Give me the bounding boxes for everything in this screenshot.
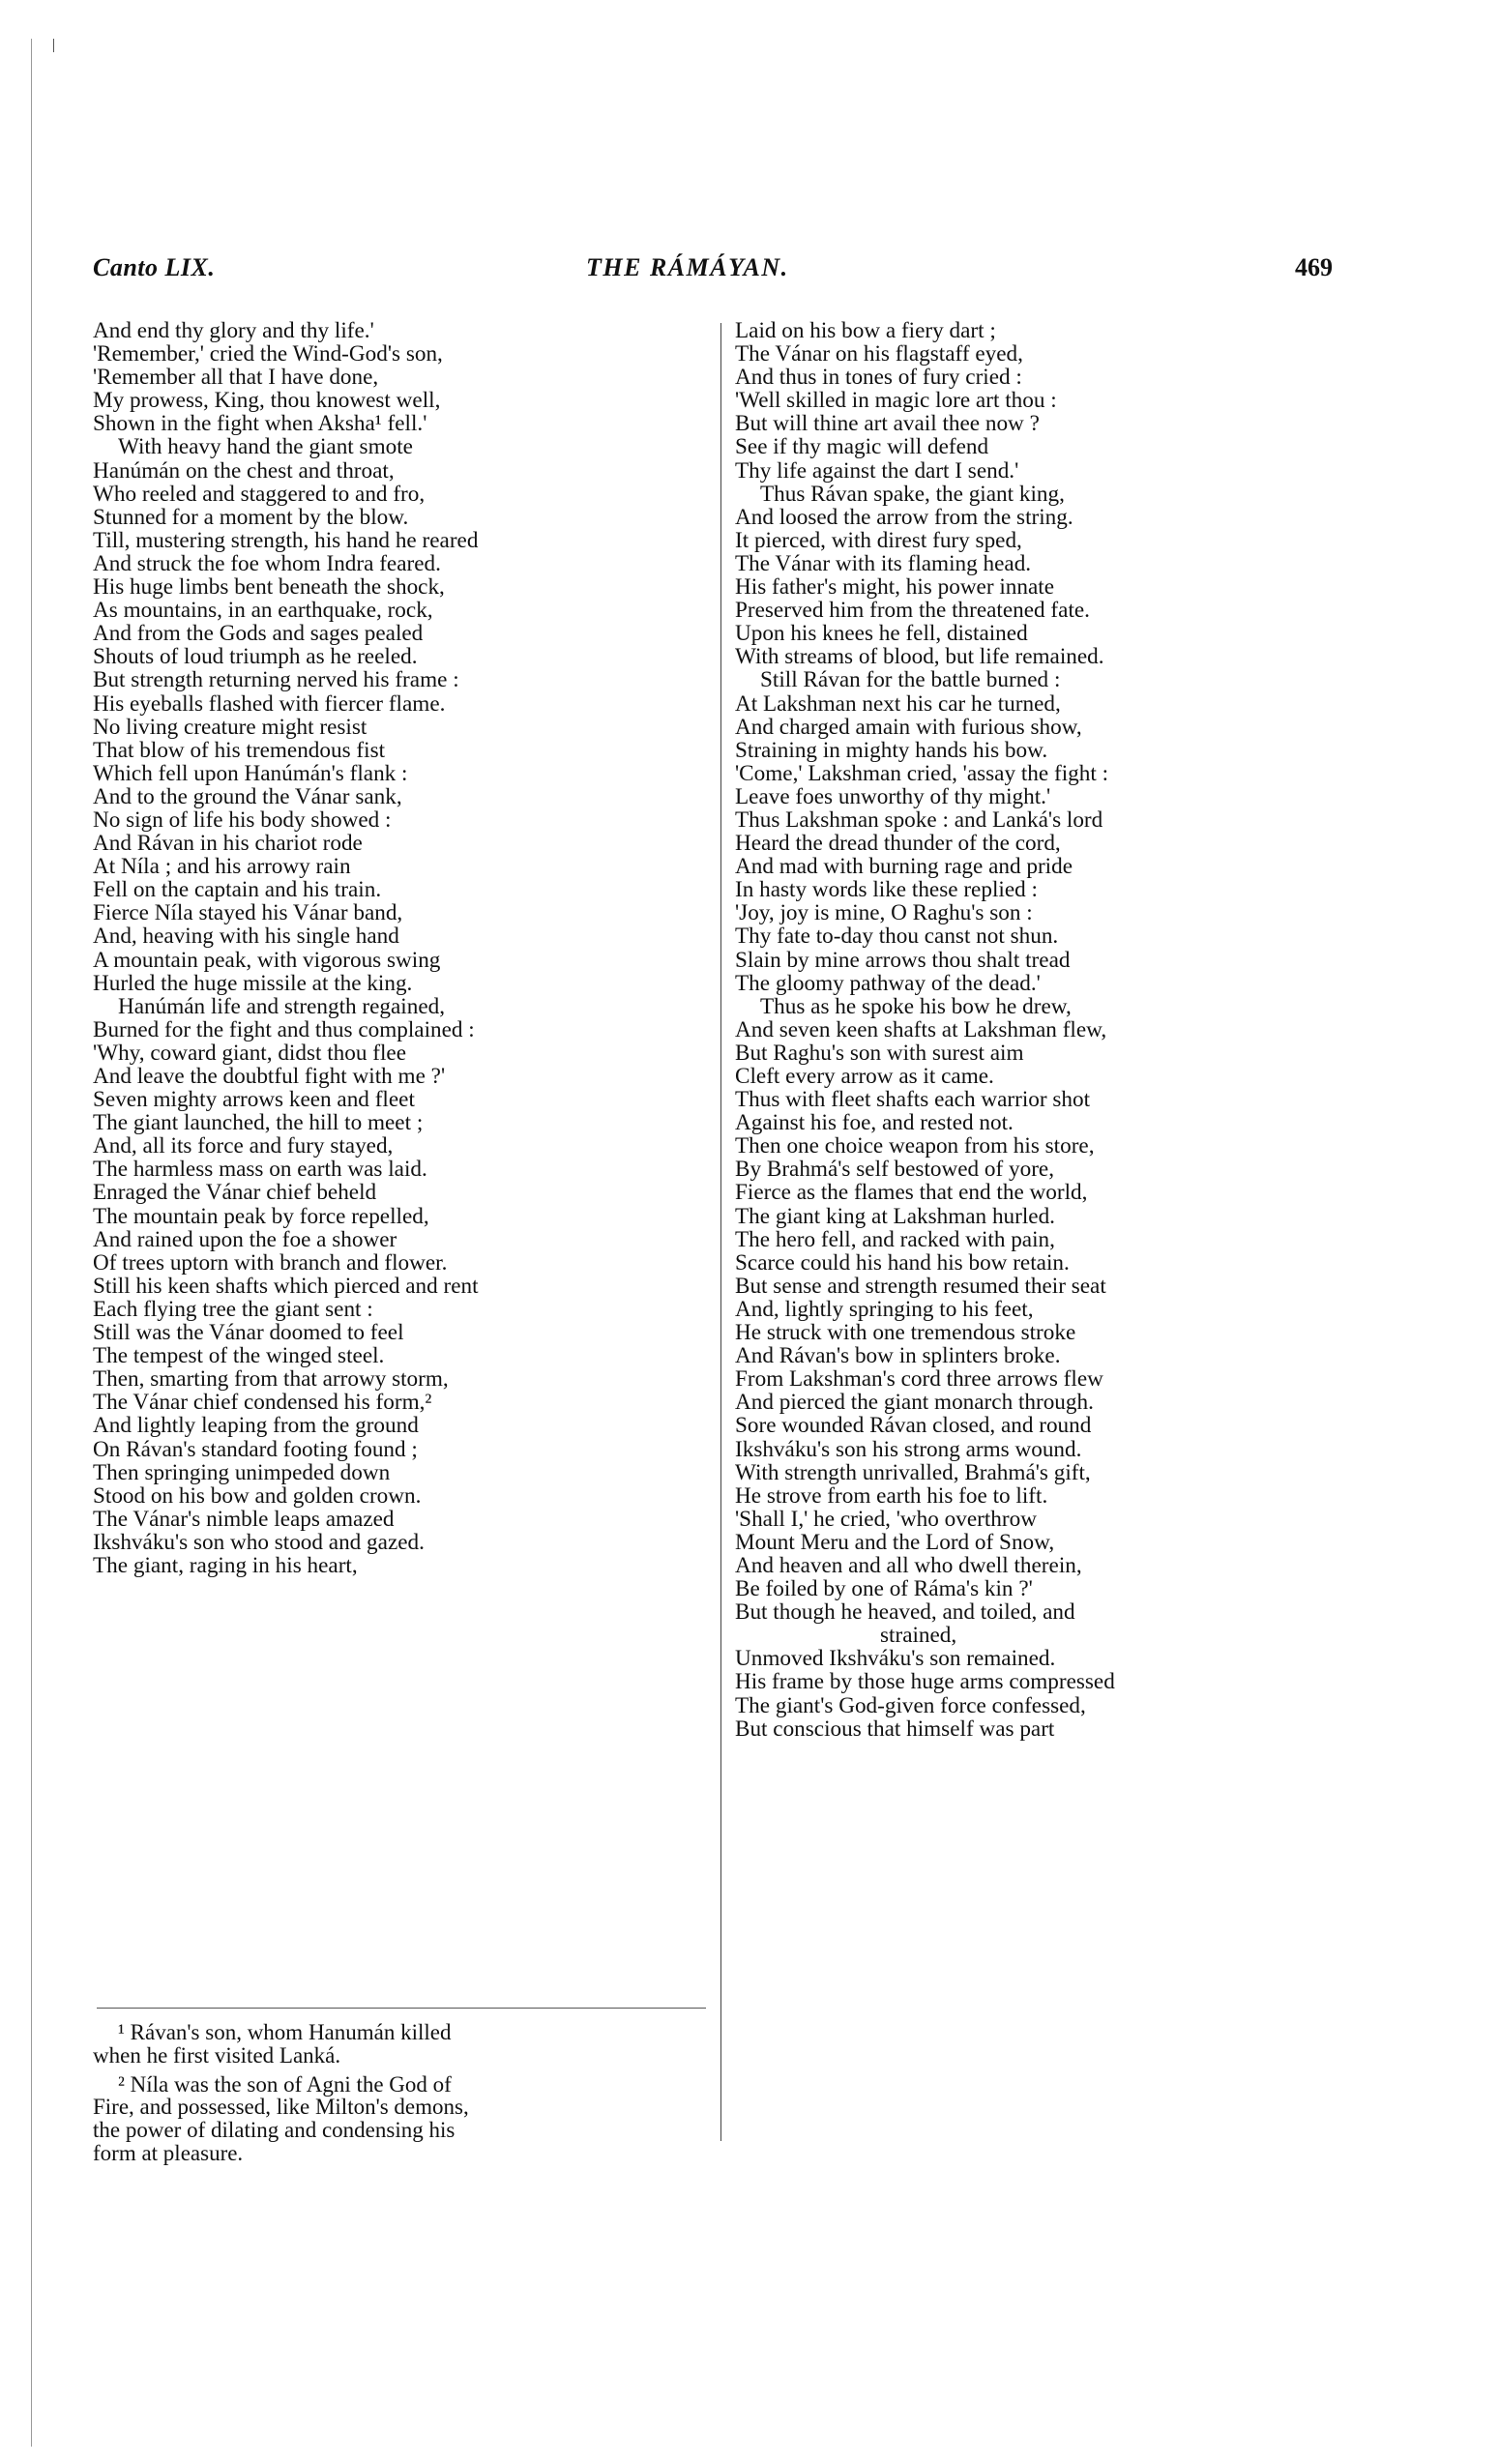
footnote-line: the power of dilating and condensing his — [93, 2118, 456, 2143]
verse-line: No sign of life his body showed : — [93, 807, 392, 833]
verse-line: He strove from earth his foe to lift. — [735, 1482, 1048, 1509]
verse-line: 'Come,' Lakshman cried, 'assay the fight : — [735, 760, 1109, 786]
verse-line: Then, smarting from that arrowy storm, — [93, 1366, 449, 1393]
page-number: 469 — [1295, 253, 1333, 281]
verse-line: Ikshváku's son his strong arms wound. — [735, 1436, 1082, 1462]
verse-line: 'Remember,' cried the Wind-God's son, — [93, 341, 443, 367]
verse-line: The giant launched, the hill to meet ; — [93, 1110, 424, 1136]
verse-line: And lightly leaping from the ground — [93, 1413, 419, 1439]
verse-line: A mountain peak, with vigorous swing — [93, 947, 441, 973]
verse-line: And from the Gods and sages pealed — [93, 621, 424, 647]
footnote — [93, 2021, 712, 2068]
footnote-line: ² Níla was the son of Agni the God of — [118, 2071, 452, 2097]
verse-line: Stunned for a moment by the blow. — [93, 504, 409, 530]
verse-line: The tempest of the winged steel. — [93, 1343, 385, 1369]
verse-line: Enraged the Vánar chief beheld — [93, 1180, 377, 1206]
verse-line: And leave the doubtful fight with me ?' — [93, 1064, 446, 1089]
verse-line: The harmless mass on earth was laid. — [93, 1157, 427, 1183]
verse-line: Straining in mighty hands his bow. — [735, 737, 1048, 763]
verse-line: And, all its force and fury stayed, — [93, 1133, 394, 1159]
page-edge-rule — [31, 39, 32, 2447]
verse-line: Of trees uptorn with branch and flower. — [93, 1249, 448, 1276]
verse-line: Unmoved Ikshváku's son remained. — [735, 1646, 1056, 1672]
running-title: THE RÁMÁYAN. — [586, 253, 789, 281]
verse-line: But though he heaved, and toiled, and — [735, 1599, 1075, 1626]
verse-line: Each flying tree the giant sent : — [93, 1296, 373, 1322]
verse-line: Thus with fleet shafts each warrior shot — [735, 1087, 1091, 1113]
verse-line: Which fell upon Hanúmán's flank : — [93, 760, 408, 786]
footnote-line: Fire, and possessed, like Milton's demons, — [93, 2095, 469, 2120]
verse-line: And rained upon the foe a shower — [93, 1226, 397, 1252]
verse-line: Shouts of loud triumph as he reeled. — [93, 644, 418, 670]
verse-line: From Lakshman's cord three arrows flew — [735, 1366, 1103, 1393]
verse-line: Fierce as the flames that end the world, — [735, 1180, 1088, 1206]
verse-line: His eyeballs flashed with fiercer flame. — [93, 690, 446, 717]
verse-line: Burned for the fight and thus complained : — [93, 1016, 475, 1042]
verse-line: The Vánar's nimble leaps amazed — [93, 1506, 395, 1532]
verse-line: The gloomy pathway of the dead.' — [735, 970, 1041, 996]
verse-line: And heaven and all who dwell therein, — [735, 1552, 1082, 1578]
verse-line: The Vánar chief condensed his form,² — [93, 1390, 432, 1416]
verse-line: The mountain peak by force repelled, — [93, 1203, 429, 1229]
verse-line: And Rávan's bow in splinters broke. — [735, 1343, 1061, 1369]
verse-line: The Vánar on his flagstaff eyed, — [735, 341, 1023, 367]
footnote-line: ¹ Rávan's son, whom Hanumán killed — [118, 2020, 452, 2044]
verse-line: And, heaving with his single hand — [93, 924, 399, 950]
verse-line: Cleft every arrow as it came. — [735, 1064, 994, 1089]
right-column — [735, 319, 1339, 1741]
verse-line: That blow of his tremendous fist — [93, 737, 386, 763]
verse-line: Heard the dread thunder of the cord, — [735, 831, 1061, 857]
verse-line: But Raghu's son with surest aim — [735, 1040, 1024, 1066]
verse-line: No living creature might resist — [93, 714, 367, 740]
verse-line: His frame by those huge arms compressed — [735, 1669, 1115, 1695]
verse-line: The giant, raging in his heart, — [93, 1552, 358, 1578]
verse-line: Hanúmán on the chest and throat, — [93, 457, 395, 484]
verse-line: Then springing unimpeded down — [93, 1459, 391, 1485]
verse-line: With strength unrivalled, Brahmá's gift, — [735, 1459, 1091, 1485]
verse-line: Still Rávan for the battle burned : — [760, 667, 1061, 693]
verse-line: Shown in the fight when Aksha¹ fell.' — [93, 411, 427, 437]
verse-line: But strength returning nerved his frame : — [93, 667, 459, 693]
footnotes — [93, 2021, 712, 2171]
verse-line: Laid on his bow a fiery dart ; — [735, 318, 996, 343]
verse-line: And Rávan in his chariot rode — [93, 831, 363, 857]
verse-line: At Níla ; and his arrowy rain — [93, 854, 351, 880]
verse-line: Leave foes unworthy of thy might.' — [735, 783, 1051, 809]
verse-line: Thy fate to-day thou canst not shun. — [735, 924, 1059, 950]
verse-line: Thus Rávan spake, the giant king, — [760, 481, 1065, 507]
verse-line: And charged amain with furious show, — [735, 714, 1082, 740]
verse-line: Still was the Vánar doomed to feel — [93, 1320, 404, 1346]
verse-line: His huge limbs bent beneath the shock, — [93, 574, 445, 601]
verse-line: But sense and strength resumed their seat — [735, 1273, 1106, 1299]
verse-line: Thy life against the dart I send.' — [735, 457, 1019, 484]
verse-line: Sore wounded Rávan closed, and round — [735, 1413, 1092, 1439]
verse-line: In hasty words like these replied : — [735, 877, 1038, 903]
verse-line: And pierced the giant monarch through. — [735, 1390, 1094, 1416]
verse-line: And end thy glory and thy life.' — [93, 318, 374, 343]
verse-line: But will thine art avail thee now ? — [735, 411, 1040, 437]
verse-line: 'Shall I,' he cried, 'who overthrow — [735, 1506, 1037, 1532]
verse-line: The giant's God-given force confessed, — [735, 1692, 1086, 1718]
verse-line: And thus in tones of fury cried : — [735, 365, 1022, 391]
canto-label: Canto LIX. — [93, 253, 216, 281]
verse-line: Hurled the huge missile at the king. — [93, 970, 413, 996]
verse-line: As mountains, in an earthquake, rock, — [93, 598, 433, 624]
verse-line: 'Remember all that I have done, — [93, 365, 379, 391]
verse-line: Thus as he spoke his bow he drew, — [760, 993, 1072, 1019]
verse-line: 'Well skilled in magic lore art thou : — [735, 388, 1057, 414]
verse-line: And to the ground the Vánar sank, — [93, 783, 402, 809]
verse-line: Then one choice weapon from his store, — [735, 1133, 1095, 1159]
verse-line: The giant king at Lakshman hurled. — [735, 1203, 1055, 1229]
verse-line: Fell on the captain and his train. — [93, 877, 382, 903]
verse-line: His father's might, his power innate — [735, 574, 1055, 601]
verse-line: The hero fell, and racked with pain, — [735, 1226, 1055, 1252]
verse-line: With streams of blood, but life remained. — [735, 644, 1104, 670]
verse-line: Slain by mine arrows thou shalt tread — [735, 947, 1071, 973]
verse-line: 'Why, coward giant, didst thou flee — [93, 1040, 406, 1066]
column-divider — [720, 323, 721, 2141]
verse-line: Scarce could his hand his bow retain. — [735, 1249, 1070, 1276]
verse-line: And struck the foe whom Indra feared. — [93, 550, 441, 576]
verse-line: And, lightly springing to his feet, — [735, 1296, 1034, 1322]
verse-line: strained, — [880, 1623, 957, 1649]
verse-line: The Vánar with its flaming head. — [735, 550, 1032, 576]
verse-line: Preserved him from the threatened fate. — [735, 598, 1090, 624]
page-header — [93, 253, 1333, 292]
verse-line: Against his foe, and rested not. — [735, 1110, 1014, 1136]
verse-line: Upon his knees he fell, distained — [735, 621, 1028, 647]
verse-line: But conscious that himself was part — [735, 1716, 1055, 1742]
verse-line: And seven keen shafts at Lakshman flew, — [735, 1016, 1107, 1042]
verse-line: See if thy magic will defend — [735, 434, 989, 460]
footnote — [93, 2073, 712, 2165]
verse-line: Thus Lakshman spoke : and Lanká's lord — [735, 807, 1103, 833]
left-column — [93, 319, 712, 1577]
verse-line: By Brahmá's self bestowed of yore, — [735, 1157, 1055, 1183]
verse-line: Who reeled and staggered to and fro, — [93, 481, 426, 507]
verse-line: Mount Meru and the Lord of Snow, — [735, 1529, 1055, 1555]
verse-line: And loosed the arrow from the string. — [735, 504, 1073, 530]
footnote-rule — [97, 2008, 706, 2009]
verse-line: 'Joy, joy is mine, O Raghu's son : — [735, 900, 1033, 926]
verse-line: And mad with burning rage and pride — [735, 854, 1073, 880]
verse-line: Be foiled by one of Ráma's kin ?' — [735, 1576, 1033, 1602]
verse-line: Fierce Níla stayed his Vánar band, — [93, 900, 403, 926]
verse-line: Stood on his bow and golden crown. — [93, 1482, 422, 1509]
verse-line: With heavy hand the giant smote — [118, 434, 413, 460]
verse-line: He struck with one tremendous stroke — [735, 1320, 1076, 1346]
verse-line: It pierced, with direst fury sped, — [735, 527, 1022, 553]
verse-line: On Rávan's standard footing found ; — [93, 1436, 418, 1462]
verse-line: Ikshváku's son who stood and gazed. — [93, 1529, 425, 1555]
verse-line: Till, mustering strength, his hand he reared — [93, 527, 479, 553]
footnote-line: form at pleasure. — [93, 2140, 244, 2165]
verse-line: At Lakshman next his car he turned, — [735, 690, 1061, 717]
footnote-line: when he first visited Lanká. — [93, 2042, 341, 2068]
verse-line: My prowess, King, thou knowest well, — [93, 388, 441, 414]
verse-line: Still his keen shafts which pierced and rent — [93, 1273, 479, 1299]
page-tick-mark — [53, 39, 54, 52]
verse-line: Seven mighty arrows keen and fleet — [93, 1087, 415, 1113]
verse-line: Hanúmán life and strength regained, — [118, 993, 446, 1019]
